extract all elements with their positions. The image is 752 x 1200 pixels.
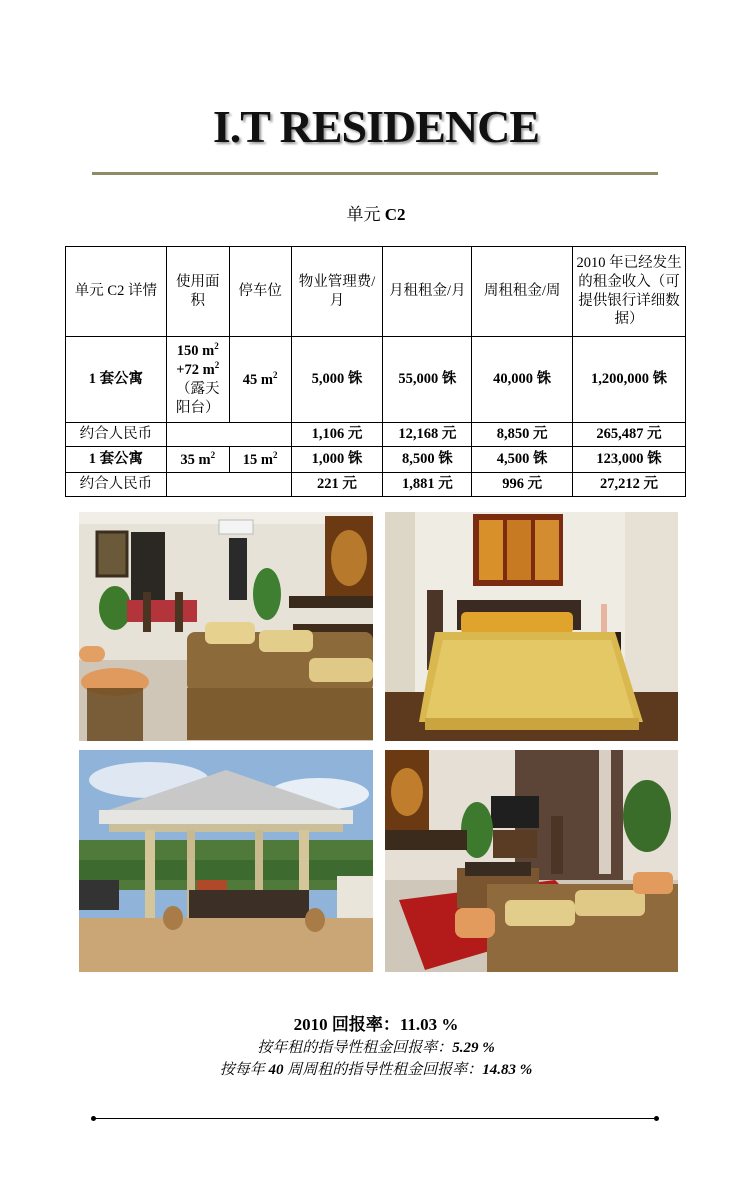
living-room-photo	[79, 512, 373, 741]
parking-cell: 45 $m^2$	[229, 337, 291, 423]
page-title: I.T RESIDENCE	[212, 101, 540, 152]
weekly-rent-guide-rate: 按每年 40 周周租的指导性租金回报率：14.83 %	[219, 1062, 533, 1078]
unit-heading-prefix: 单元	[346, 205, 385, 224]
header-parking: 停车位	[229, 247, 291, 337]
income-cell: 123,000 铢	[573, 447, 686, 473]
header-management-fee: 物业管理费/月	[291, 247, 383, 337]
row-label: 1 套公寓	[66, 447, 167, 473]
area-cell: 35 $m^2$	[166, 447, 229, 473]
area-note: （露天阳台）	[175, 381, 220, 417]
monthly-rent-cell: 8,500 铢	[383, 447, 472, 473]
weekly-rent-cell: 996 元	[472, 473, 573, 497]
header-unit-detail: 单元 C2 详情	[66, 247, 167, 337]
annual-rent-guide-rate: 按年租的指导性租金回报率：5.29 %	[257, 1040, 495, 1056]
weekly-rent-cell: 4,500 铢	[472, 447, 573, 473]
empty-cell	[166, 473, 291, 497]
income-cell: 27,212 元	[573, 473, 686, 497]
unit-heading	[0, 200, 752, 225]
income-cell: 1,200,000 铢	[573, 337, 686, 423]
monthly-rent-cell: 55,000 铢	[383, 337, 472, 423]
header-monthly-rent: 月租租金/月	[383, 247, 472, 337]
header-area: 使用面积	[166, 247, 229, 337]
management-fee-cell: 5,000 铢	[291, 337, 383, 423]
row-label: 约合人民币	[66, 473, 167, 497]
rooftop-gazebo-photo	[79, 750, 373, 972]
management-fee-cell: 1,000 铢	[291, 447, 383, 473]
table-row	[66, 423, 686, 447]
area-main: 150 $m^2$ +72 $m^2$	[176, 340, 220, 379]
monthly-rent-cell: 1,881 元	[383, 473, 472, 497]
table-row	[66, 447, 686, 473]
empty-cell	[166, 423, 291, 447]
bottom-divider	[94, 1118, 657, 1119]
header-weekly-rent: 周租租金/周	[472, 247, 573, 337]
header-2010-income: 2010 年已经发生的租金收入（可提供银行详细数据）	[573, 247, 686, 337]
table-row	[66, 337, 686, 423]
table-row	[66, 473, 686, 497]
row-label: 约合人民币	[66, 423, 167, 447]
area-cell	[166, 337, 229, 423]
unit-heading-code: C2	[384, 205, 406, 224]
table-header-row	[66, 247, 686, 337]
management-fee-cell: 1,106 元	[291, 423, 383, 447]
return-rate-2010: 2010 回报率：11.03 %	[293, 1015, 459, 1034]
rule-end-dot-right	[654, 1116, 659, 1121]
parking-cell: 15 $m^2$	[229, 447, 291, 473]
management-fee-cell: 221 元	[291, 473, 383, 497]
title-divider	[92, 172, 658, 175]
weekly-rent-cell: 8,850 元	[472, 423, 573, 447]
lounge-photo	[385, 750, 678, 972]
unit-spec-table	[65, 246, 686, 497]
weekly-rent-cell: 40,000 铢	[472, 337, 573, 423]
income-cell: 265,487 元	[573, 423, 686, 447]
bedroom-photo	[385, 512, 678, 741]
monthly-rent-cell: 12,168 元	[383, 423, 472, 447]
row-label: 1 套公寓	[66, 337, 167, 423]
